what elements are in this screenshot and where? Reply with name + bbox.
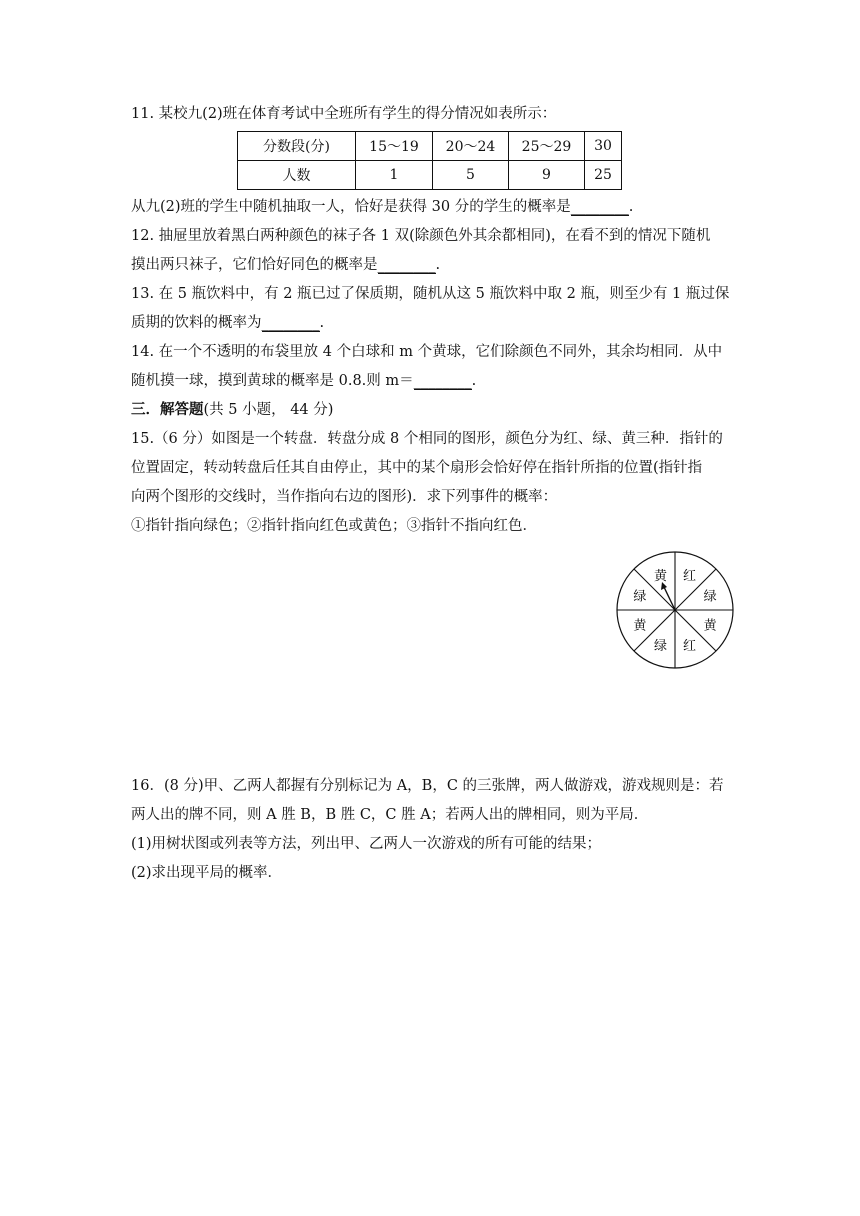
q15-line3: 向两个图形的交线时，当作指向右边的图形)．求下列事件的概率：: [131, 489, 558, 505]
q12-line1: 12. 抽屉里放着黑白两种颜色的袜子各 1 双(除颜色外其余都相同)，在看不到的情况下随机: [131, 228, 711, 244]
q14-line2: [131, 371, 476, 391]
sector-label: 红: [683, 639, 697, 655]
section-heading: [131, 400, 333, 420]
q12-line2: [131, 255, 440, 275]
q12-line2-text: 摸出两只袜子，它们恰好同色的概率是: [131, 257, 378, 273]
table-cell: 5: [433, 161, 509, 190]
table-header-cell: 15～19: [356, 132, 433, 161]
answer-blank: ________: [377, 257, 436, 273]
pointer-icon: [661, 582, 675, 610]
sector-label: 黄: [653, 568, 667, 584]
score-table: [237, 131, 622, 190]
section-title: 三．解答题: [131, 401, 204, 418]
table-header-cell: 25～29: [509, 132, 585, 161]
q16-part1: (1)用树状图或列表等方法，列出甲、乙两人一次游戏的所有可能的结果；: [131, 836, 602, 852]
section-score: (共 5 小题， 44 分): [203, 402, 334, 418]
q15-line2: 位置固定，转动转盘后任其自由停止，其中的某个扇形会恰好停在指针所指的位置(指针指: [131, 460, 703, 476]
sector-label: 黄: [633, 618, 647, 634]
table-cell: 25: [585, 161, 622, 190]
q14-period: .: [471, 373, 477, 389]
table-row: [238, 161, 622, 190]
q11-intro: 11. 某校九(2)班在体育考试中全班所有学生的得分情况如表所示：: [131, 106, 557, 122]
spinner-diagram: [614, 549, 736, 671]
table-row-label: 人数: [238, 161, 356, 190]
table-header-cell: 20～24: [433, 132, 509, 161]
q12-period: .: [435, 257, 441, 273]
q16-line1: 16．(8 分)甲、乙两人都握有分别标记为 A，B，C 的三张牌，两人做游戏，游戏规则是：若: [131, 778, 724, 794]
q11-period: .: [628, 199, 634, 215]
answer-blank: ________: [570, 199, 629, 215]
sector-label: 绿: [653, 639, 667, 655]
q14-line1: 14. 在一个不透明的布袋里放 4 个白球和 m 个黄球，它们除颜色不同外，其余均相同．从中: [131, 344, 723, 360]
table-cell: 9: [509, 161, 585, 190]
sector-label: 绿: [703, 589, 717, 605]
q15-line4: ①指针指向绿色；②指针指向红色或黄色；③指针不指向红色．: [131, 518, 537, 534]
sector-label: 黄: [703, 618, 717, 634]
table-header-cell: 分数段(分): [238, 132, 356, 161]
sector-label: 红: [683, 568, 697, 584]
q16-part2: (2)求出现平局的概率．: [131, 865, 283, 881]
q13-line2: [131, 313, 324, 333]
q13-line1: 13. 在 5 瓶饮料中，有 2 瓶已过了保质期，随机从这 5 瓶饮料中取 2 瓶，则至少有 1 瓶过保: [131, 286, 730, 302]
answer-blank: ________: [261, 315, 320, 331]
table-row: [238, 132, 622, 161]
table-cell: 1: [356, 161, 433, 190]
q13-period: .: [319, 315, 325, 331]
q11-question: [131, 197, 633, 217]
q16-line2: 两人出的牌不同，则 A 胜 B，B 胜 C，C 胜 A；若两人出的牌相同，则为平局．: [131, 807, 649, 823]
sector-label: 绿: [633, 589, 647, 605]
table-header-cell: 30: [585, 132, 622, 161]
answer-blank: ________: [413, 373, 472, 389]
q11-question-text: 从九(2)班的学生中随机抽取一人，恰好是获得 30 分的学生的概率是: [131, 199, 571, 215]
q13-line2-text: 质期的饮料的概率为: [131, 315, 262, 331]
q14-line2-text: 随机摸一球，摸到黄球的概率是 0.8.则 m＝: [131, 373, 414, 389]
q15-line1: 15.（6 分）如图是一个转盘．转盘分成 8 个相同的图形，颜色分为红、绿、黄三种．指针的: [131, 431, 723, 447]
